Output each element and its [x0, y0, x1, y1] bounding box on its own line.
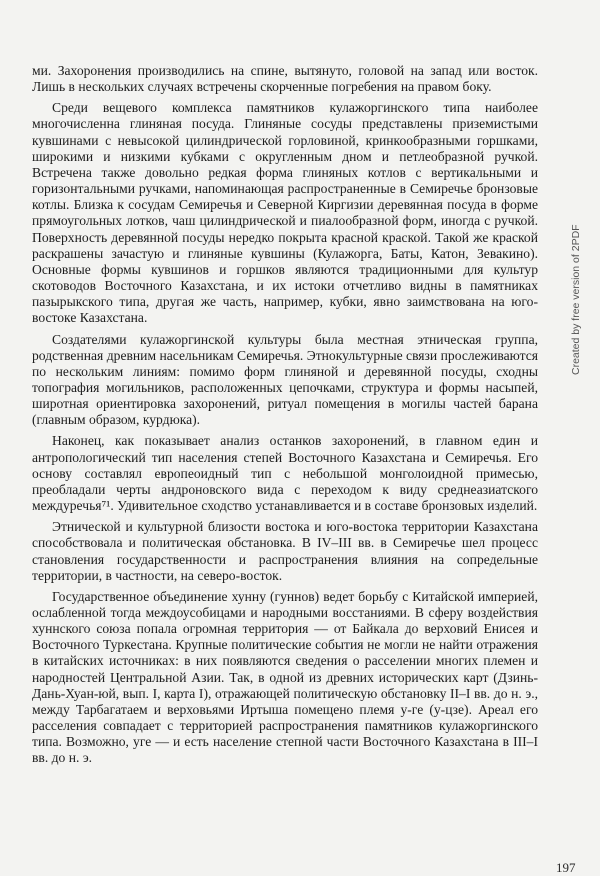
paragraph-3: Создателями кулажоргинской культуры была местная этническая группа, родственная древним насельникам Семиречья. Этнокультурные связи прослеживаются по нескольким линиям: помимо форм глиняной и деревянной посуды, сходны топография могильников, расположенных цепочками, структура и формы насыпей, широтная ориентировка захоронений, ритуал помещения в могилы частей барана (главным образом, курдюка). — [32, 331, 538, 428]
text-column — [32, 63, 538, 772]
paragraph-5: Этнической и культурной близости востока и юго-востока территории Казахстана способствовала и политическая обстановка. В IV–III вв. в Семиречье шел процесс становления государственности и распространения влияния на сопредельные территории, в частности, на северо-восток. — [32, 519, 538, 583]
paragraph-4: Наконец, как показывает анализ останков захоронений, в главном един и антропологический тип населения степей Восточного Казахстана и Семиречья. Его основу составлял европеоидный тип с небольшой монголоидной примесью, преобладали черты андроновского вида с переходом к виду среднеазиатского междуречья⁷¹. Удивительное сходство устанавливается и в составе бронзовых изделий. — [32, 433, 538, 514]
paragraph-1: ми. Захоронения производились на спине, вытянуто, головой на запад или восток. Лишь в нескольких случаях встречены скорченные погребения на правом боку. — [32, 63, 538, 95]
page-number: 197 — [556, 860, 576, 875]
paragraph-2: Среди вещевого комплекса памятников кулажоргинского типа наиболее многочисленна глиняная посуда. Глиняные сосуды представлены приземистыми кувшинами с невысокой цилиндрической горловиной, кринкообразными горшками, широкими и низкими кубками с округленным дном и петлеобразной ручкой. Встречена также довольно редкая форма глиняных котлов с вертикальными и горизонтальными ручками, напоминающая распространенные в Семиречье бронзовые котлы. Близка к сосудам Семиречья и Северной Киргизии деревянная посуда в форме прямоугольных лотков, чаш цилиндрической и пиалообразной форм, иногда с ручкой. Поверхность деревянной посуды нередко покрыта красной краской. Такой же краской раскрашены зачастую и глиняные кувшины (Кулажорга, Баты, Катон, Зевакино). Основные формы кувшинов и горшков являются традиционными для культур скотоводов Восточного Казахстана, и их истоки отчетливо видны в памятниках пазырыкского типа, другая же часть, например, кубки, явно заимствована на юго-востоке Казахстана. — [32, 100, 538, 326]
watermark-text: Created by free version of 2PDF — [570, 224, 582, 375]
paragraph-6: Государственное объединение хунну (гуннов) ведет борьбу с Китайской империей, ослабленной тогда междоусобицами и народными восстаниями. В сферу воздействия хуннского союза попала огромная территория — от Байкала до верховий Енисея и Восточного Туркестана. Крупные политические события не могли не найти отражения в китайских источниках: в них появляются сведения о расселении многих племен и народностей Центральной Азии. Так, в одной из древних исторических карт (Дзинь-Дань-Хуан-юй, вып. I, карта I), отражающей политическую обстановку II–I вв. до н. э., между Тарбагатаем и верховьями Иртыша помещено племя у-ге (у-цзе). Ареал его расселения совпадает с территорией распространения памятников кулажоргинского типа. Возможно, уге — и есть население степной части Восточного Казахстана в III–I вв. до н. э. — [32, 588, 538, 766]
